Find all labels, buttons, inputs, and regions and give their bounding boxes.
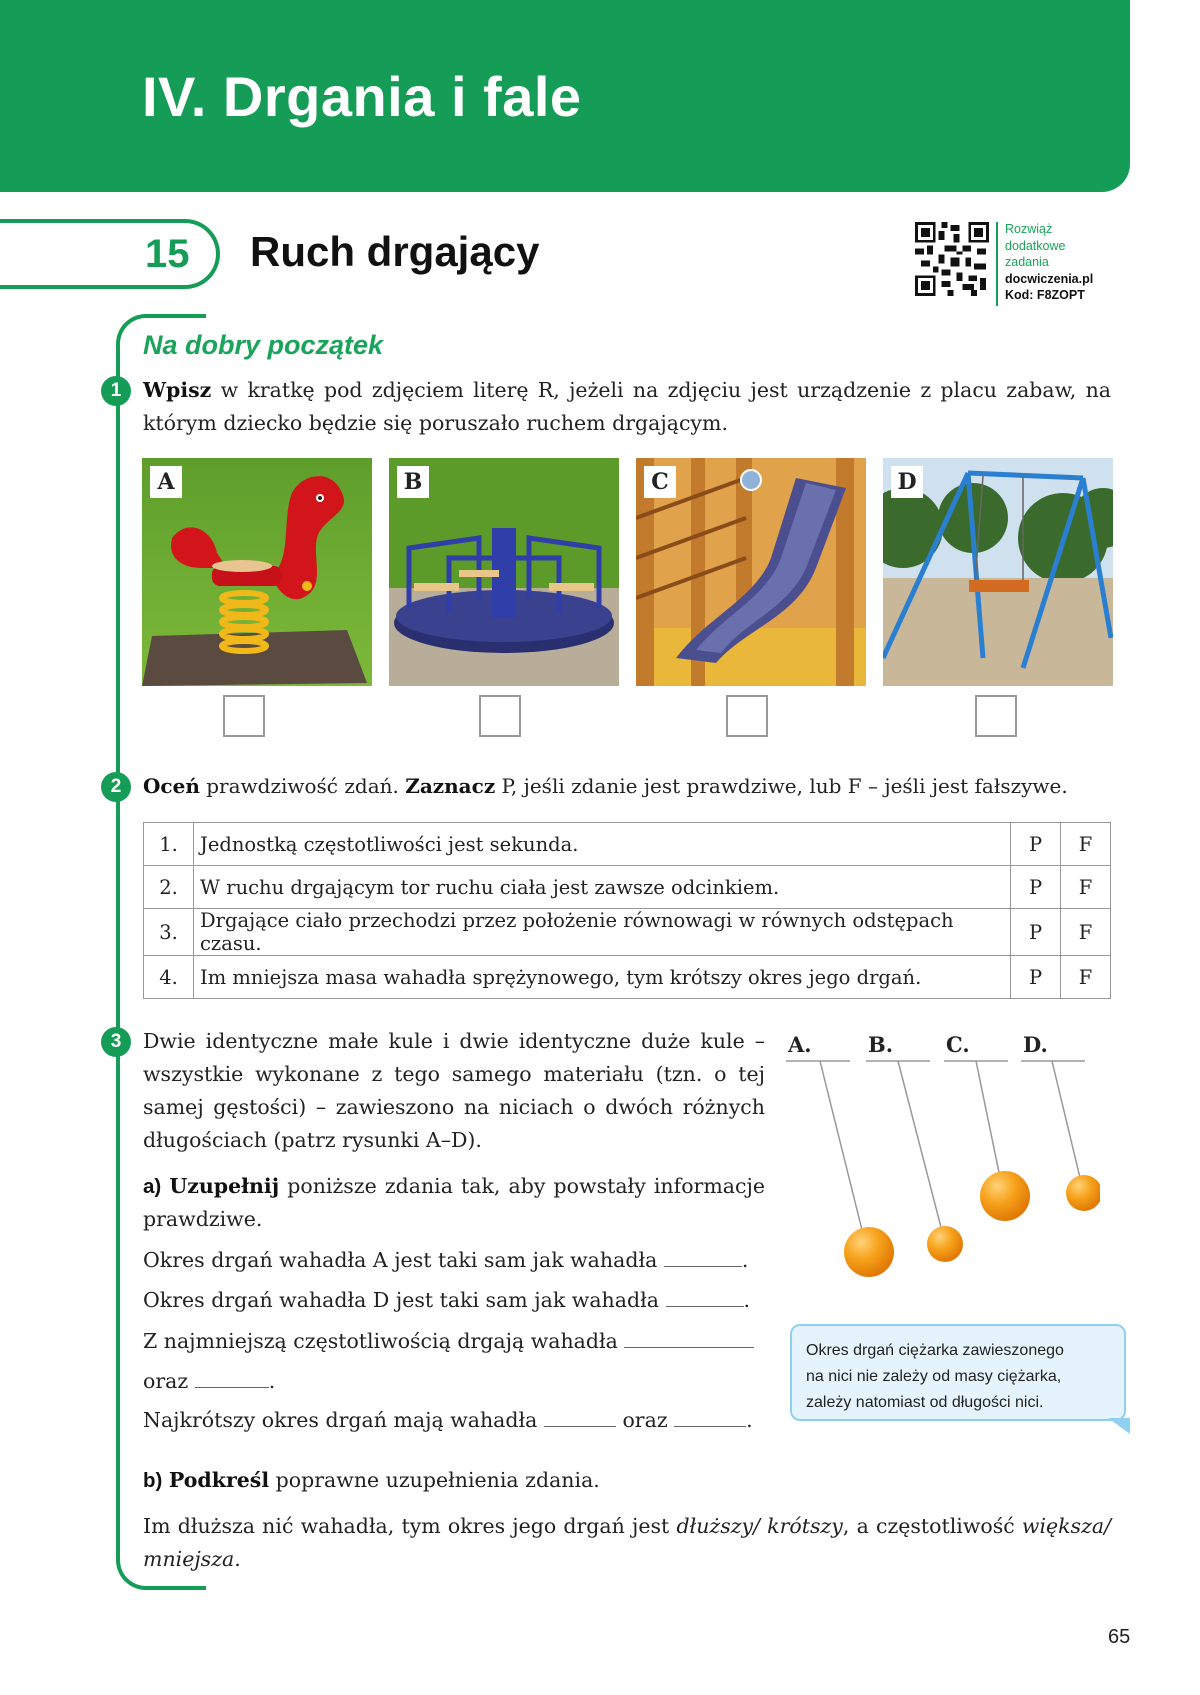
blank-5[interactable] bbox=[544, 1405, 616, 1427]
tip-text bbox=[806, 1338, 1064, 1416]
row-number: 2. bbox=[144, 866, 194, 909]
sentence2-text: Okres drgań wahadła D jest taki sam jak wahadła bbox=[143, 1288, 659, 1312]
pendulum-ball-a bbox=[844, 1227, 894, 1277]
answer-box-c[interactable] bbox=[726, 695, 768, 737]
row-number: 4. bbox=[144, 956, 194, 999]
task1-text: w kratkę pod zdjęciem literę R, jeżeli na zdjęciu jest urządzenie z placu zabaw, na którym dziecko będzie się poruszało ruchem drgającym. bbox=[143, 378, 1111, 435]
row-statement: Drgające ciało przechodzi przez położenie równowagi w równych odstępach czasu. bbox=[194, 909, 1011, 956]
option-f[interactable]: F bbox=[1061, 823, 1111, 866]
task2-bold2: Zaznacz bbox=[405, 774, 496, 798]
task2-bold1: Oceń bbox=[143, 774, 200, 798]
pendulum-label-d: D. bbox=[1023, 1032, 1048, 1057]
pendulum-ball-c bbox=[980, 1171, 1030, 1221]
true-false-table bbox=[143, 822, 1111, 999]
pendulum-ball-b bbox=[927, 1226, 963, 1262]
photo-d-swing bbox=[883, 458, 1113, 686]
row-number: 1. bbox=[144, 823, 194, 866]
task2-text2: P, jeśli zdanie jest prawdziwe, lub F – jeśli jest fałszywe. bbox=[495, 774, 1068, 798]
option-greater-smaller[interactable]: większa/ mniejsza bbox=[143, 1514, 1111, 1571]
task3-final-sentence bbox=[143, 1510, 1111, 1576]
task3-part-a bbox=[143, 1170, 765, 1236]
sentence-4 bbox=[143, 1404, 783, 1437]
sentence1-text: Okres drgań wahadła A jest taki sam jak wahadła bbox=[143, 1248, 658, 1272]
part-b-bold: Podkreśl bbox=[168, 1468, 270, 1492]
option-f[interactable]: F bbox=[1061, 956, 1111, 999]
sentence4b-text: oraz bbox=[622, 1408, 668, 1432]
pendulum-label-a: A. bbox=[788, 1032, 812, 1057]
option-f[interactable]: F bbox=[1061, 909, 1111, 956]
photo-b-label: B bbox=[397, 466, 429, 498]
sentence4-text: Najkrótszy okres drgań mają wahadła bbox=[143, 1408, 538, 1432]
task1-number: 1 bbox=[101, 376, 131, 406]
part-a-text: poniższe zdania tak, aby powstały informacje prawdziwe. bbox=[143, 1174, 765, 1231]
task2-instruction bbox=[143, 770, 1111, 803]
qr-line2: dodatkowe bbox=[1005, 238, 1066, 253]
lesson-number: 15 bbox=[145, 232, 190, 276]
period: . bbox=[268, 1369, 276, 1393]
task2-text1: prawdziwość zdań. bbox=[199, 774, 406, 798]
qr-line1: Rozwiąż bbox=[1005, 222, 1053, 236]
task1-bold: Wpisz bbox=[143, 378, 212, 402]
period: . bbox=[746, 1408, 753, 1432]
option-longer-shorter[interactable]: dłuższy/ krótszy bbox=[676, 1514, 843, 1538]
period: . bbox=[743, 1288, 751, 1312]
pendulum-label-c: C. bbox=[946, 1032, 970, 1057]
table-row bbox=[144, 909, 1111, 956]
photo-c-label: C bbox=[644, 466, 676, 498]
sentence-3 bbox=[143, 1325, 783, 1358]
tip-line3: zależy natomiast od długości nici. bbox=[806, 1394, 1044, 1411]
row-number: 3. bbox=[144, 909, 194, 956]
table-row bbox=[144, 956, 1111, 999]
photo-c-slide bbox=[636, 458, 866, 686]
pendulum-ball-d bbox=[1066, 1175, 1100, 1211]
sentence3b-text: oraz bbox=[143, 1369, 189, 1393]
part-b-text: poprawne uzupełnienia zdania. bbox=[269, 1468, 600, 1492]
answer-box-d[interactable] bbox=[975, 695, 1017, 737]
sentence-1 bbox=[143, 1244, 783, 1277]
qr-code-icon[interactable] bbox=[915, 222, 989, 296]
final-text3: . bbox=[234, 1547, 241, 1571]
page-number: 65 bbox=[1108, 1626, 1131, 1648]
tip-line1: Okres drgań ciężarka zawieszonego bbox=[806, 1342, 1064, 1359]
final-text2: , a częstotliwość bbox=[842, 1514, 1022, 1538]
lesson-title: Ruch drgający bbox=[250, 228, 540, 275]
option-p[interactable]: P bbox=[1011, 866, 1061, 909]
sentence-2 bbox=[143, 1284, 783, 1317]
option-p[interactable]: P bbox=[1011, 909, 1061, 956]
qr-text bbox=[1005, 221, 1093, 304]
task3-part-b bbox=[143, 1464, 1111, 1497]
part-a-bold: Uzupełnij bbox=[169, 1174, 280, 1198]
photo-d-label: D bbox=[891, 466, 923, 498]
qr-line3: zadania bbox=[1005, 255, 1049, 269]
part-b-label: b) bbox=[143, 1469, 163, 1492]
sentence-3b bbox=[143, 1365, 783, 1398]
photo-a-label: A bbox=[150, 466, 182, 498]
task3-number: 3 bbox=[101, 1027, 131, 1057]
task2-number: 2 bbox=[101, 772, 131, 802]
task1-instruction bbox=[143, 374, 1111, 440]
blank-6[interactable] bbox=[674, 1405, 746, 1427]
pendulum-label-b: B. bbox=[868, 1032, 894, 1057]
part-a-label: a) bbox=[143, 1175, 162, 1198]
row-statement: Im mniejsza masa wahadła sprężynowego, tym krótszy okres jego drgań. bbox=[194, 956, 1011, 999]
answer-box-b[interactable] bbox=[479, 695, 521, 737]
blank-2[interactable] bbox=[666, 1285, 744, 1307]
period: . bbox=[741, 1248, 749, 1272]
blank-1[interactable] bbox=[664, 1245, 742, 1267]
blank-3[interactable] bbox=[624, 1326, 754, 1348]
section-heading: Na dobry początek bbox=[143, 330, 384, 360]
final-text1: Im dłuższa nić wahadła, tym okres jego drgań jest bbox=[143, 1514, 677, 1538]
photo-a-spring-rider bbox=[142, 458, 372, 686]
row-statement: W ruchu drgającym tor ruchu ciała jest zawsze odcinkiem. bbox=[194, 866, 1011, 909]
pendulum-diagram bbox=[780, 1030, 1100, 1300]
chapter-title: IV. Drgania i fale bbox=[142, 65, 582, 128]
tip-line2: na nici nie zależy od masy ciężarka, bbox=[806, 1368, 1062, 1385]
option-f[interactable]: F bbox=[1061, 866, 1111, 909]
blank-4[interactable] bbox=[195, 1366, 269, 1388]
qr-code-text: Kod: F8ZOPT bbox=[1005, 288, 1085, 302]
answer-box-a[interactable] bbox=[223, 695, 265, 737]
row-statement: Jednostką częstotliwości jest sekunda. bbox=[194, 823, 1011, 866]
table-row bbox=[144, 866, 1111, 909]
task3-intro: Dwie identyczne małe kule i dwie identyczne duże kule – wszystkie wykonane z tego samego materiału (tzn. o tej samej gęstości) – zawieszono na niciach o dwóch różnych długościach (patrz rysunki A–D). bbox=[143, 1029, 765, 1152]
photo-b-merry-go-round bbox=[389, 458, 619, 686]
option-p[interactable]: P bbox=[1011, 823, 1061, 866]
qr-site-link[interactable]: docwiczenia.pl bbox=[1005, 271, 1094, 286]
qr-divider bbox=[996, 222, 998, 306]
sentence3-text: Z najmniejszą częstotliwością drgają wahadła bbox=[143, 1329, 618, 1353]
option-p[interactable]: P bbox=[1011, 956, 1061, 999]
table-row bbox=[144, 823, 1111, 866]
tip-corner bbox=[1108, 1418, 1130, 1434]
tip-box bbox=[790, 1324, 1126, 1421]
